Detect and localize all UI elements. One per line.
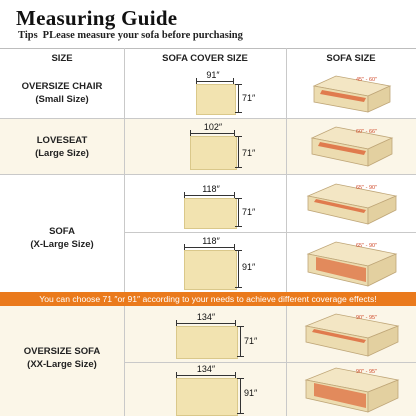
column-divider bbox=[124, 48, 125, 416]
height-arrow bbox=[238, 84, 239, 113]
size-name: OVERSIZE CHAIR bbox=[21, 81, 103, 92]
coverage-banner: You can choose 71 ″or 91″ according to your needs to achieve different coverage effects! bbox=[0, 292, 416, 306]
cover-height-label: 91″ bbox=[244, 388, 258, 398]
cover-swatch bbox=[176, 378, 238, 416]
row-divider bbox=[124, 362, 416, 363]
sofa-range-label: 65″ - 90″ bbox=[356, 185, 378, 191]
column-divider bbox=[286, 48, 287, 416]
header-cover-size: SOFA COVER SIZE bbox=[162, 53, 248, 64]
cover-width-label: 118″ bbox=[202, 236, 220, 246]
height-arrow bbox=[240, 326, 241, 357]
cover-swatch bbox=[184, 198, 237, 229]
page-title: Measuring Guide bbox=[16, 6, 178, 30]
sofa-range-label: 45″ - 60″ bbox=[356, 77, 378, 83]
loveseat-icon bbox=[306, 122, 398, 170]
cover-width-label: 134″ bbox=[196, 364, 216, 374]
size-sub: (Small Size) bbox=[35, 94, 89, 105]
sofa-icon bbox=[304, 178, 400, 228]
width-arrow bbox=[196, 81, 234, 82]
header-sofa-size: SOFA SIZE bbox=[326, 53, 376, 64]
cover-width-label: 102″ bbox=[203, 122, 223, 132]
table-header bbox=[0, 48, 416, 71]
sofa-range-label: 65″ - 90″ bbox=[356, 243, 378, 249]
cover-width-label: 118″ bbox=[202, 184, 220, 194]
size-sub: (XX-Large Size) bbox=[27, 359, 97, 370]
large-sofa-icon bbox=[302, 364, 402, 416]
armchair-icon bbox=[306, 72, 398, 116]
width-arrow bbox=[190, 133, 235, 134]
sofa-range-label: 90″ - 95″ bbox=[356, 315, 378, 321]
width-arrow bbox=[184, 247, 235, 248]
size-name: SOFA bbox=[49, 226, 75, 237]
size-sub: (Large Size) bbox=[35, 148, 89, 159]
large-sofa-icon bbox=[302, 308, 402, 360]
size-name: OVERSIZE SOFA bbox=[23, 346, 101, 357]
tips-line bbox=[18, 30, 243, 41]
cover-height-label: 71″ bbox=[242, 148, 256, 158]
width-arrow bbox=[176, 323, 236, 324]
row-divider bbox=[0, 174, 416, 175]
size-label-oversize-chair bbox=[0, 80, 124, 106]
cover-height-label: 71″ bbox=[242, 207, 256, 217]
sofa-range-label: 60″ - 66″ bbox=[356, 129, 378, 135]
tips-text: PLease measure your sofa before purchasing bbox=[42, 30, 243, 41]
size-name: LOVESEAT bbox=[36, 135, 88, 146]
size-label-oversize-sofa bbox=[0, 345, 124, 371]
cover-width-label: 91″ bbox=[206, 70, 220, 80]
sofa-icon bbox=[304, 236, 400, 290]
size-label-sofa bbox=[0, 225, 124, 251]
header-size: SIZE bbox=[51, 53, 73, 64]
cover-swatch bbox=[190, 136, 237, 170]
sofa-range-label: 90″ - 95″ bbox=[356, 369, 378, 375]
width-arrow bbox=[176, 375, 236, 376]
cover-swatch bbox=[184, 250, 237, 290]
size-label-loveseat bbox=[0, 134, 124, 160]
tips-label: Tips bbox=[18, 30, 38, 41]
cover-height-label: 91″ bbox=[242, 262, 256, 272]
height-arrow bbox=[240, 378, 241, 414]
cover-swatch bbox=[176, 326, 238, 359]
cover-height-label: 71″ bbox=[242, 93, 256, 103]
height-arrow bbox=[238, 136, 239, 168]
height-arrow bbox=[238, 250, 239, 288]
row-divider bbox=[0, 118, 416, 119]
width-arrow bbox=[184, 195, 235, 196]
cover-width-label: 134″ bbox=[196, 312, 216, 322]
cover-height-label: 71″ bbox=[244, 336, 258, 346]
size-sub: (X-Large Size) bbox=[30, 239, 94, 250]
cover-swatch bbox=[196, 84, 236, 115]
height-arrow bbox=[238, 198, 239, 227]
row-divider bbox=[124, 232, 416, 233]
